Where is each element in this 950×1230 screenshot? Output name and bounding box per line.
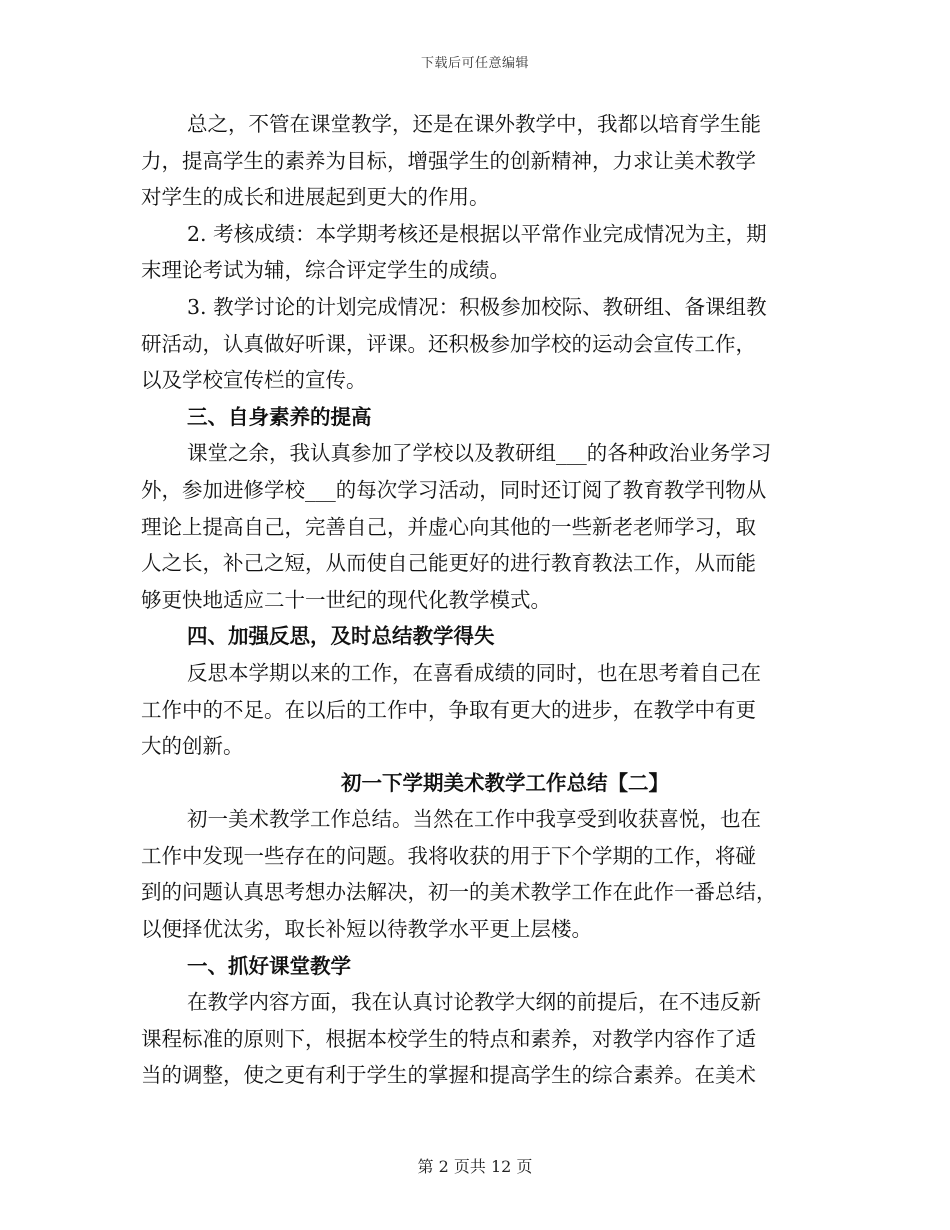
document-body xyxy=(141,106,809,1094)
paragraph-line: 力，提高学生的素养为目标，增强学生的创新精神，力求让美术教学 xyxy=(141,148,756,173)
page-number: 第 2 页共 12 页 xyxy=(417,1157,533,1176)
paragraph-line: 课程标准的原则下，根据本校学生的特点和素养，对教学内容作了适 xyxy=(141,1026,756,1051)
paragraph-line: 工作中的不足。在以后的工作中，争取有更大的进步，在教学中有更 xyxy=(141,697,756,722)
paragraph-line: 总之，不管在课堂教学，还是在课外教学中，我都以培育学生能 xyxy=(187,112,761,136)
paragraph-line: 研活动，认真做好听课，评课。还积极参加学校的运动会宣传工作， xyxy=(141,331,756,356)
paragraph-line: 对学生的成长和进展起到更大的作用。 xyxy=(141,185,490,210)
section-heading: 四、加强反思，及时总结教学得失 xyxy=(187,624,495,649)
paragraph-line: 在教学内容方面，我在认真讨论教学大纲的前提后，在不违反新 xyxy=(187,990,761,1015)
paragraph-line: 3. 教学讨论的计划完成情况：积极参加校际、教研组、备课组教 xyxy=(187,294,767,319)
paragraph-line: 到的问题认真思考想办法解决，初一的美术教学工作在此作一番总结， xyxy=(141,880,777,905)
section-heading: 三、自身素养的提高 xyxy=(187,404,372,429)
paragraph-line: 够更快地适应二十一世纪的现代化教学模式。 xyxy=(141,587,551,612)
paragraph-line: 以便择优汰劣，取长补短以待教学水平更上层楼。 xyxy=(141,917,592,942)
paragraph-line: 工作中发现一些存在的问题。我将收获的用于下个学期的工作，将碰 xyxy=(141,843,756,868)
paragraph-line: 外，参加进修学校___的每次学习活动，同时还订阅了教育教学刊物从 xyxy=(141,477,767,502)
paragraph-line: 末理论考试为辅，综合评定学生的成绩。 xyxy=(141,258,510,283)
paragraph-line: 当的调整，使之更有利于学生的掌握和提高学生的综合素养。在美术 xyxy=(141,1063,756,1088)
paragraph-line: 反思本学期以来的工作，在喜看成绩的同时，也在思考着自己在 xyxy=(187,660,761,685)
section-heading: 一、抓好课堂教学 xyxy=(187,953,351,978)
paragraph-line: 人之长，补己之短，从而使自己能更好的进行教育教法工作，从而能 xyxy=(141,551,756,576)
paragraph-line: 大的创新。 xyxy=(141,734,244,759)
paragraph-line: 课堂之余，我认真参加了学校以及教研组___的各种政治业务学习 xyxy=(187,441,772,466)
page-header: 下载后可任意编辑 xyxy=(420,56,529,71)
document-title: 初一下学期美术教学工作总结【二】 xyxy=(341,770,669,795)
paragraph-line: 以及学校宣传栏的宣传。 xyxy=(141,368,367,393)
paragraph-line: 初一美术教学工作总结。当然在工作中我享受到收获喜悦，也在 xyxy=(187,807,761,832)
paragraph-line: 理论上提高自己，完善自己，并虚心向其他的一些新老老师学习，取 xyxy=(141,514,756,539)
paragraph-line: 2. 考核成绩：本学期考核还是根据以平常作业完成情况为主，期 xyxy=(187,221,767,246)
